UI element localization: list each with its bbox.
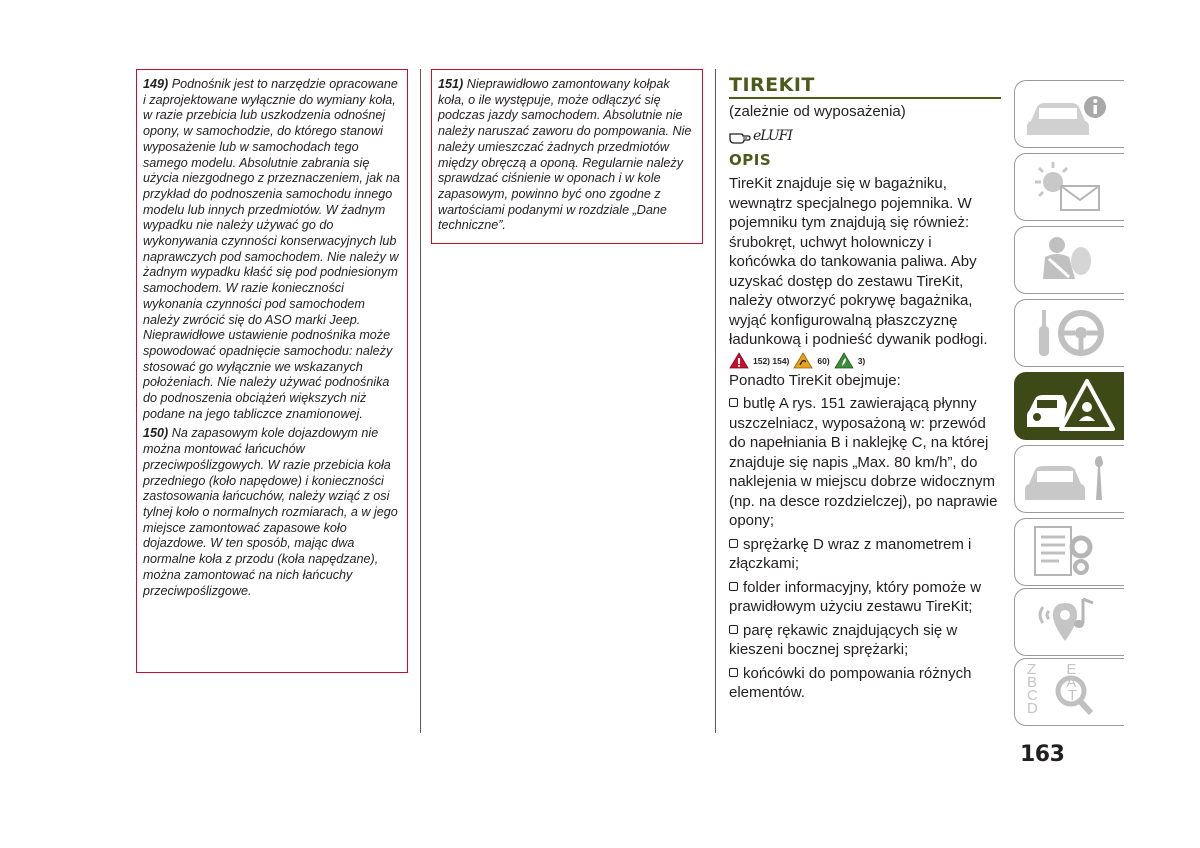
bullet-item: sprężarkę D wraz z manometrem i złączkami; (729, 535, 972, 572)
bullet-item: folder informacyjny, który pomoże w prawidłowym użyciu zestawu TireKit; (729, 578, 982, 615)
warning-150: 150) Na zapasowym kole dojazdowym nie można montować łańcuchów przeciwpoślizgowych. W razie przebicia koła przedniego (koło napędowe) i konieczności zastosowania łańcuchów, należy wziąć z osi tylnej koło o normalnych rozmiarach, a w jego miejsce zamontować zapasowe koło dojazdowe. W ten sposób, mając dwa normalne koła z przodu (koła napędzane), można zamontować na nich łańcuchy przeciwpoślizgowe. (143, 426, 398, 598)
page-number: 163 (1020, 742, 1065, 767)
checkbox-bullet-icon (729, 539, 738, 548)
pointing-hand-icon (729, 128, 751, 144)
checkbox-bullet-icon (729, 625, 738, 634)
kit-intro: Ponadto TireKit obejmuje: (729, 371, 901, 389)
car-warning-icon (1023, 377, 1115, 435)
seat-airbag-icon (1023, 231, 1115, 289)
checkbox-bullet-icon (729, 398, 738, 407)
bullet-item: parę rękawic znajdujących się w kieszeni bocznej sprężarki; (729, 621, 958, 658)
tab-safety[interactable] (1014, 226, 1124, 294)
tab-vehicle-info[interactable] (1014, 80, 1124, 148)
equipment-label: eLUFI (753, 128, 792, 144)
sun-envelope-icon (1023, 158, 1115, 216)
tab-service-maintenance[interactable] (1014, 445, 1124, 513)
car-wrench-icon (1023, 450, 1115, 508)
caution-refs: 60) (817, 355, 830, 366)
section-subtitle: (zależnie od wyposażenia) (729, 103, 906, 120)
key-steering-wheel-icon (1023, 304, 1115, 362)
environment-triangle-icon (834, 352, 854, 369)
danger-triangle-icon (729, 352, 749, 369)
checkbox-bullet-icon (729, 582, 738, 591)
equipment-icon-row (729, 125, 1001, 147)
main-column (729, 74, 1001, 703)
section-title: TIREKIT (729, 74, 815, 96)
environment-refs: 3) (857, 355, 866, 366)
index-letters: Z E B A C T D (1027, 661, 1087, 717)
tab-emergency[interactable] (1014, 372, 1124, 440)
column-divider-1 (420, 69, 421, 733)
warning-box-2 (431, 69, 703, 244)
tab-technical-data[interactable] (1014, 518, 1124, 586)
tab-multimedia[interactable] (1014, 588, 1124, 656)
bullet-item: butlę A rys. 151 zawierającą płynny uszczelniacz, wyposażoną w: przewód do napełniania B i naklejkę C, na której znajduje się napis „Max. 80 km/h”, do naklejenia w miejscu dobrze widocznym (np. na desce rozdzielczej), po naprawie opony; (729, 395, 998, 529)
description-paragraph: TireKit znajduje się w bagażniku, wewnątrz specjalnego pojemnika. W pojemniku tym znajdują się również: śrubokręt, uchwyt holowniczy i końcówka do tankowania paliwa. Aby uzyskać dostęp do zestawu TireKit, należy otworzyć pokrywę bagażnika, wyjąć konfigurowalną płaszczyznę ładunkową i podnieść dywanik podłogi. (729, 175, 988, 348)
reference-row (729, 351, 1001, 371)
spec-gear-icon (1023, 523, 1115, 581)
warning-151: 151) Nieprawidłowo zamontowany kołpak koła, o ile występuje, może odłączyć się podczas jazdy samochodem. Absolutnie nie należy naruszać zaworu do pompowania. Nie należy umieszczać żadnych przedmiotów między obręczą a oponą. Regularnie należy sprawdzać ciśnienie w oponach i w kole zapasowym, powinno być ono zgodne z wartościami podanymi w rozdziale „Dane techniczne”. (438, 77, 692, 233)
bullet-item: końcówki do pompowania różnych elementów. (729, 664, 972, 701)
media-music-icon (1023, 593, 1115, 651)
tab-starting-driving[interactable] (1014, 299, 1124, 367)
column-divider-2 (715, 69, 716, 733)
title-rule (729, 97, 1001, 99)
tab-lights-messages[interactable] (1014, 153, 1124, 221)
warning-149: 149) Podnośnik jest to narzędzie opracowane i zaprojektowane wyłącznie do wymiany koła, w razie przebicia lub uszkodzenia odnośnej opony, w samochodzie, do którego stanowi wyposażenie lub w samochodach tego samego modelu. Absolutnie zabrania się użycia niezgodnego z przeznaczeniem, jak na przykład do podnoszenia samochodu innego modelu lub innych przedmiotów. W żadnym wypadku nie należy używać go do wykonywania czynności konserwacyjnych lub naprawczych pod samochodem. Nie należy w żadnym wypadku kłaść się pod podniesionym samochodem. W razie konieczności wykonania czynności pod samochodem należy zwrócić się do ASO marki Jeep. Nieprawidłowe ustawienie podnośnika może spowodować opadnięcie samochodu: należy stosować go wyłącznie we wskazanych położeniach. Nie należy używać podnośnika do podnoszenia obciążeń większych niż podane na jego tabliczce znamionowej. (143, 77, 400, 421)
checkbox-bullet-icon (729, 668, 738, 677)
subheading-opis: OPIS (729, 151, 772, 169)
caution-triangle-icon (793, 352, 813, 369)
car-info-icon (1023, 85, 1115, 143)
warning-box-1 (136, 69, 408, 673)
danger-refs: 152) 154) (753, 355, 790, 366)
tab-index[interactable] (1014, 658, 1124, 726)
